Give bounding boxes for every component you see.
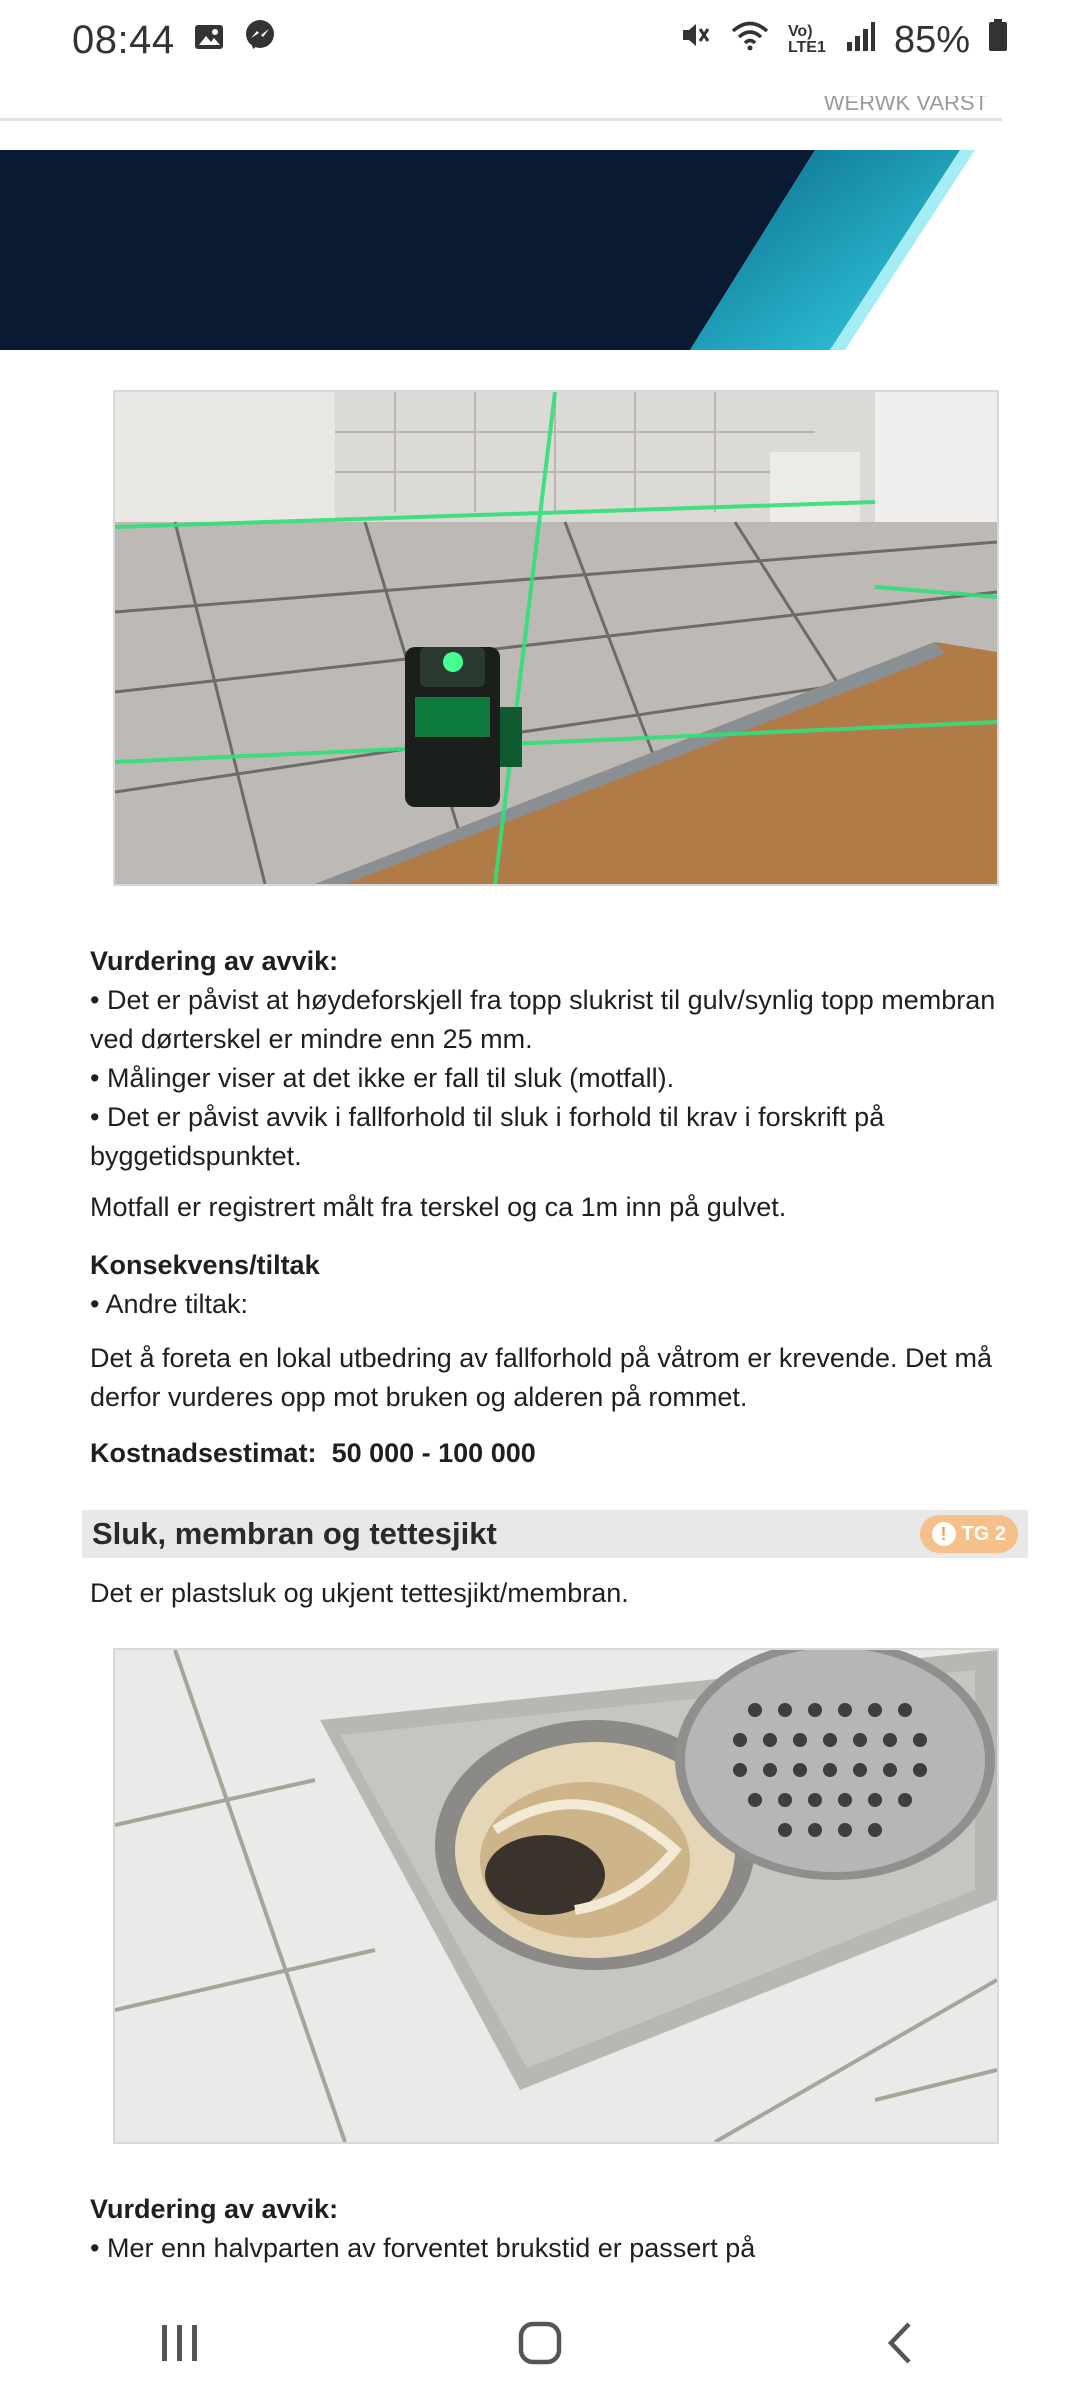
messenger-icon bbox=[243, 18, 277, 62]
assessment-bullet-2: • Målinger viser at det ikke er fall til sluk (motfall). bbox=[90, 1063, 675, 1093]
consequence-heading: Konsekvens/tiltak bbox=[90, 1250, 320, 1280]
cost-estimate bbox=[90, 1434, 1030, 1473]
back-button[interactable] bbox=[840, 2303, 960, 2383]
section2-assessment-heading: Vurdering av avvik: bbox=[90, 2194, 339, 2224]
home-icon bbox=[517, 2320, 563, 2366]
section-title: Sluk, membran og tettesjikt bbox=[92, 1516, 497, 1551]
assessment-heading: Vurdering av avvik: bbox=[90, 946, 339, 976]
battery-percent: 85% bbox=[893, 18, 970, 61]
report-banner bbox=[0, 150, 1080, 350]
mute-icon bbox=[678, 18, 712, 62]
assessment-bullet-3: • Det er påvist avvik i fallforhold til sluk i forhold til krav i forskrift på byggetidspunktet. bbox=[90, 1102, 885, 1171]
battery-icon bbox=[988, 18, 1008, 62]
back-icon bbox=[885, 2320, 915, 2366]
header-divider bbox=[0, 118, 1002, 121]
section2-assessment bbox=[90, 2190, 1030, 2268]
recent-apps-button[interactable] bbox=[120, 2303, 240, 2383]
status-time: 08:44 bbox=[72, 17, 175, 62]
cost-value: 50 000 - 100 000 bbox=[331, 1438, 536, 1468]
signal-icon bbox=[846, 19, 876, 62]
consequence-bullet: • Andre tiltak: bbox=[90, 1289, 249, 1319]
laser-level-photo bbox=[113, 390, 999, 886]
section1-note bbox=[90, 1188, 1030, 1227]
header-fragment-text: WERWK VARST bbox=[823, 96, 988, 115]
status-right bbox=[678, 18, 1008, 62]
warning-icon: ! bbox=[932, 1522, 956, 1546]
section1-assessment bbox=[90, 942, 1030, 1176]
section1-consequence bbox=[90, 1246, 1030, 1324]
status-bar bbox=[0, 0, 1080, 80]
section1-consequence-text bbox=[90, 1339, 1030, 1417]
floor-drain-photo bbox=[113, 1648, 999, 2144]
home-button[interactable] bbox=[480, 2303, 600, 2383]
wifi-icon bbox=[730, 18, 770, 62]
tg-badge-label: TG 2 bbox=[961, 1522, 1006, 1545]
gallery-icon bbox=[193, 19, 225, 62]
section2-intro-text: Det er plastsluk og ukjent tettesjikt/membran. bbox=[90, 1578, 629, 1608]
assessment-bullet-1: • Det er påvist at høydeforskjell fra topp slukrist til gulv/synlig topp membran ved dørterskel er mindre enn 25 mm. bbox=[90, 985, 996, 1054]
navigation-bar bbox=[0, 2286, 1080, 2400]
recent-apps-icon bbox=[158, 2323, 202, 2363]
document-page[interactable] bbox=[0, 96, 1080, 2286]
consequence-text: Det å foreta en lokal utbedring av fallforhold på våtrom er krevende. Det må derfor vurderes opp mot bruken og alderen på rommet. bbox=[90, 1343, 992, 1412]
measurement-note: Motfall er registrert målt fra terskel og ca 1m inn på gulvet. bbox=[90, 1192, 787, 1222]
section2-assessment-bullet: • Mer enn halvparten av forventet brukstid er passert på bbox=[90, 2233, 756, 2263]
section2-intro bbox=[90, 1574, 1030, 1613]
cost-label: Kostnadsestimat: bbox=[90, 1438, 317, 1468]
status-left bbox=[72, 18, 277, 63]
section-header-sluk bbox=[82, 1510, 1028, 1558]
network-label: Vo) LTE1 bbox=[787, 23, 826, 56]
tg-badge bbox=[920, 1515, 1018, 1553]
